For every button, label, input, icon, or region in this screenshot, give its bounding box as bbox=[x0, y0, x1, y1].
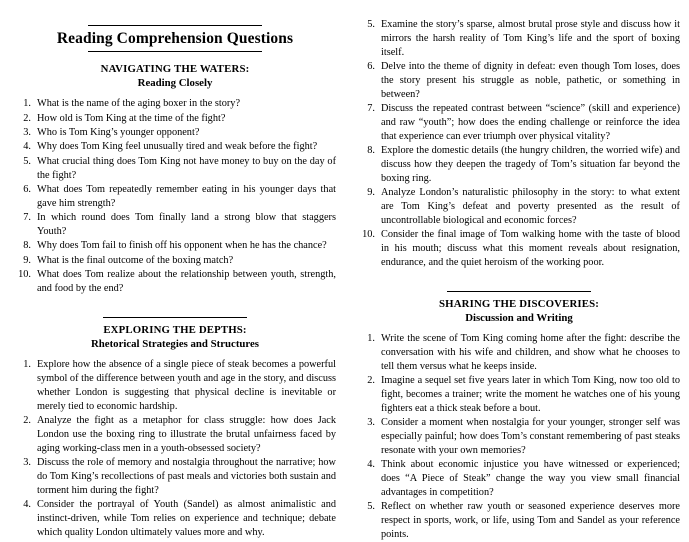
list-item-number: 4. bbox=[23, 499, 31, 511]
list-item-number: 1. bbox=[367, 333, 375, 345]
section-heading-sharing bbox=[358, 298, 680, 326]
list-item-number: 7. bbox=[367, 103, 375, 115]
list-item-text: Analyze the fight as a metaphor for class struggle: how does Jack London use the boxing ring to illustrate the brutal unfairness faced by aging working-class men in a youth-obsessed society? bbox=[37, 415, 336, 454]
list-item-number: 10. bbox=[18, 269, 31, 281]
list-item-number: 5. bbox=[367, 19, 375, 30]
list-item-text: What is the name of the aging boxer in the story? bbox=[37, 98, 241, 110]
section-heading-line1: EXPLORING THE DEPTHS: bbox=[103, 323, 247, 336]
list-item-number: 5. bbox=[367, 501, 375, 513]
list-item-number: 3. bbox=[23, 457, 31, 469]
title-rule-bottom bbox=[88, 51, 262, 52]
list-item-text: Analyze London’s naturalistic philosophy in the story: to what extent are Tom King’s defeat and poverty presented as the result of uncontrollable biological and economic forces? bbox=[381, 187, 680, 226]
list-item-text: Delve into the theme of dignity in defeat: even though Tom loses, does the story present his struggle as noble, pathetic, or something in between? bbox=[381, 61, 680, 100]
list-item-number: 3. bbox=[23, 127, 31, 139]
list-item-number: 3. bbox=[367, 417, 375, 429]
section-heading-line1: SHARING THE DISCOVERIES: bbox=[439, 297, 599, 310]
list-item bbox=[358, 332, 680, 374]
list-item bbox=[358, 374, 680, 416]
list-item bbox=[358, 500, 680, 542]
list-item-number: 6. bbox=[367, 61, 375, 73]
list-item bbox=[358, 144, 680, 186]
list-item bbox=[358, 18, 680, 60]
list-item bbox=[358, 416, 680, 458]
list-item-number: 7. bbox=[23, 212, 31, 224]
list-item bbox=[14, 358, 336, 413]
list-item-number: 10. bbox=[362, 229, 375, 241]
list-item-text: Discuss the repeated contrast between “science” (skill and experience) and raw “youth”; how does the ending challenge or reinforce the idea that experience can ever triumph over physical vitality? bbox=[381, 103, 680, 142]
list-item-text: Explore the domestic details (the hungry children, the worried wife) and discuss how they deepen the tragedy of Tom’s situation far beyond the boxing ring. bbox=[381, 145, 680, 184]
list-item-text: Why does Tom King feel unusually tired and weak before the fight? bbox=[37, 141, 318, 153]
list-item bbox=[14, 211, 336, 239]
question-list-navigating bbox=[14, 97, 336, 295]
list-item bbox=[14, 155, 336, 183]
section-rule-sharing bbox=[447, 291, 591, 292]
list-item bbox=[358, 102, 680, 144]
list-item-number: 9. bbox=[367, 187, 375, 199]
list-item-number: 2. bbox=[23, 415, 31, 427]
list-item bbox=[358, 186, 680, 228]
title-rule-top bbox=[88, 25, 262, 26]
section-heading-line1: NAVIGATING THE WATERS: bbox=[100, 62, 250, 75]
list-item-number: 4. bbox=[367, 459, 375, 471]
list-item bbox=[14, 239, 336, 253]
list-item-text: Consider a moment when nostalgia for your younger, stronger self was especially painful; how does Tom’s constant remembering of past steaks resonate with your own memories? bbox=[381, 417, 680, 457]
section-navigating-the-waters bbox=[14, 63, 336, 296]
list-item-number: 9. bbox=[23, 254, 31, 266]
list-item-text: Consider the portrayal of Youth (Sandel) as almost animalistic and instinct-driven, while Tom relies on experience and technique; debate which quality London ultimately values more and why. bbox=[37, 499, 336, 538]
list-item bbox=[14, 112, 336, 126]
section-heading-line2: Rhetorical Strategies and Structures bbox=[90, 337, 260, 350]
section-rule-exploring bbox=[103, 317, 247, 318]
list-item-number: 1. bbox=[23, 98, 31, 110]
right-column bbox=[358, 0, 680, 542]
list-item-number: 4. bbox=[23, 141, 31, 153]
list-item bbox=[14, 140, 336, 154]
list-item-text: What is the final outcome of the boxing match? bbox=[37, 254, 234, 266]
list-item bbox=[358, 228, 680, 270]
section-sharing-the-discoveries bbox=[358, 291, 680, 542]
list-item bbox=[14, 254, 336, 268]
question-list-exploring-right bbox=[358, 18, 680, 270]
list-item bbox=[358, 60, 680, 102]
list-item-text: Explore how the absence of a single piece of steak becomes a powerful symbol of the difference between youth and age in the story, and discuss whether London is suggesting that physical decline is inevitable or merely tied to economic hardship. bbox=[37, 359, 336, 412]
list-item-text: In which round does Tom finally land a strong blow that staggers Youth? bbox=[37, 212, 336, 238]
list-item bbox=[358, 458, 680, 500]
list-item-number: 2. bbox=[23, 112, 31, 124]
list-item bbox=[14, 183, 336, 211]
list-item bbox=[14, 456, 336, 498]
section-exploring-the-depths bbox=[14, 317, 336, 540]
left-column bbox=[14, 0, 336, 540]
section-heading-exploring bbox=[14, 324, 336, 352]
list-item-number: 5. bbox=[23, 155, 31, 167]
list-item-number: 6. bbox=[23, 184, 31, 195]
list-item-text: Think about economic injustice you have witnessed or experienced; does “A Piece of Steak” change the way you view small financial advantages in competition? bbox=[381, 459, 680, 499]
question-list-exploring-left bbox=[14, 358, 336, 539]
list-item-text: What does Tom repeatedly remember eating in his younger days that gave him strength? bbox=[37, 184, 336, 209]
list-item-text: Write the scene of Tom King coming home after the fight: describe the conversation with his wife and children, and show what he chooses to tell them versus what he keeps inside. bbox=[381, 333, 680, 372]
list-item-text: Who is Tom King’s younger opponent? bbox=[37, 127, 200, 139]
list-item-text: Discuss the role of memory and nostalgia throughout the narrative; how do Tom King’s recollections of past meals and victories both sustain and torment him during the fight? bbox=[37, 457, 336, 496]
section-heading-line2: Reading Closely bbox=[137, 76, 213, 89]
section-exploring-the-depths-continued bbox=[358, 18, 680, 270]
section-heading-navigating bbox=[14, 63, 336, 91]
list-item-number: 1. bbox=[23, 359, 31, 371]
list-item-number: 8. bbox=[23, 240, 31, 252]
list-item-text: Why does Tom fail to finish off his opponent when he has the chance? bbox=[37, 240, 327, 252]
list-item-text: Imagine a sequel set five years later in which Tom King, now too old to fight, becomes a trainer; write the moment he watches one of his young fighters eat a thick steak before a bout. bbox=[381, 375, 680, 415]
list-item-text: Reflect on whether raw youth or seasoned experience deserves more respect in sports, work, or life, using Tom and Sandel as your reference points. bbox=[381, 501, 680, 541]
list-item bbox=[14, 414, 336, 456]
list-item bbox=[14, 97, 336, 111]
list-item bbox=[14, 126, 336, 140]
list-item bbox=[14, 268, 336, 296]
list-item-text: What does Tom realize about the relationship between youth, strength, and food by the end? bbox=[37, 269, 336, 294]
list-item-text: Consider the final image of Tom walking home with the taste of blood in his mouth; discuss what this moment reveals about resignation, endurance, and the quiet heroism of the working poor. bbox=[381, 229, 680, 268]
list-item-text: Examine the story’s sparse, almost brutal prose style and discuss how it mirrors the harsh reality of Tom King’s life and the sport of boxing itself. bbox=[381, 19, 680, 58]
list-item-number: 8. bbox=[367, 145, 375, 157]
list-item-text: What crucial thing does Tom King not have money to buy on the day of the fight? bbox=[37, 155, 336, 181]
page-title: Reading Comprehension Questions bbox=[56, 30, 294, 47]
list-item bbox=[14, 498, 336, 540]
list-item-text: How old is Tom King at the time of the fight? bbox=[37, 112, 226, 124]
question-list-sharing bbox=[358, 332, 680, 542]
section-heading-line2: Discussion and Writing bbox=[465, 311, 573, 324]
list-item-number: 2. bbox=[367, 375, 375, 387]
